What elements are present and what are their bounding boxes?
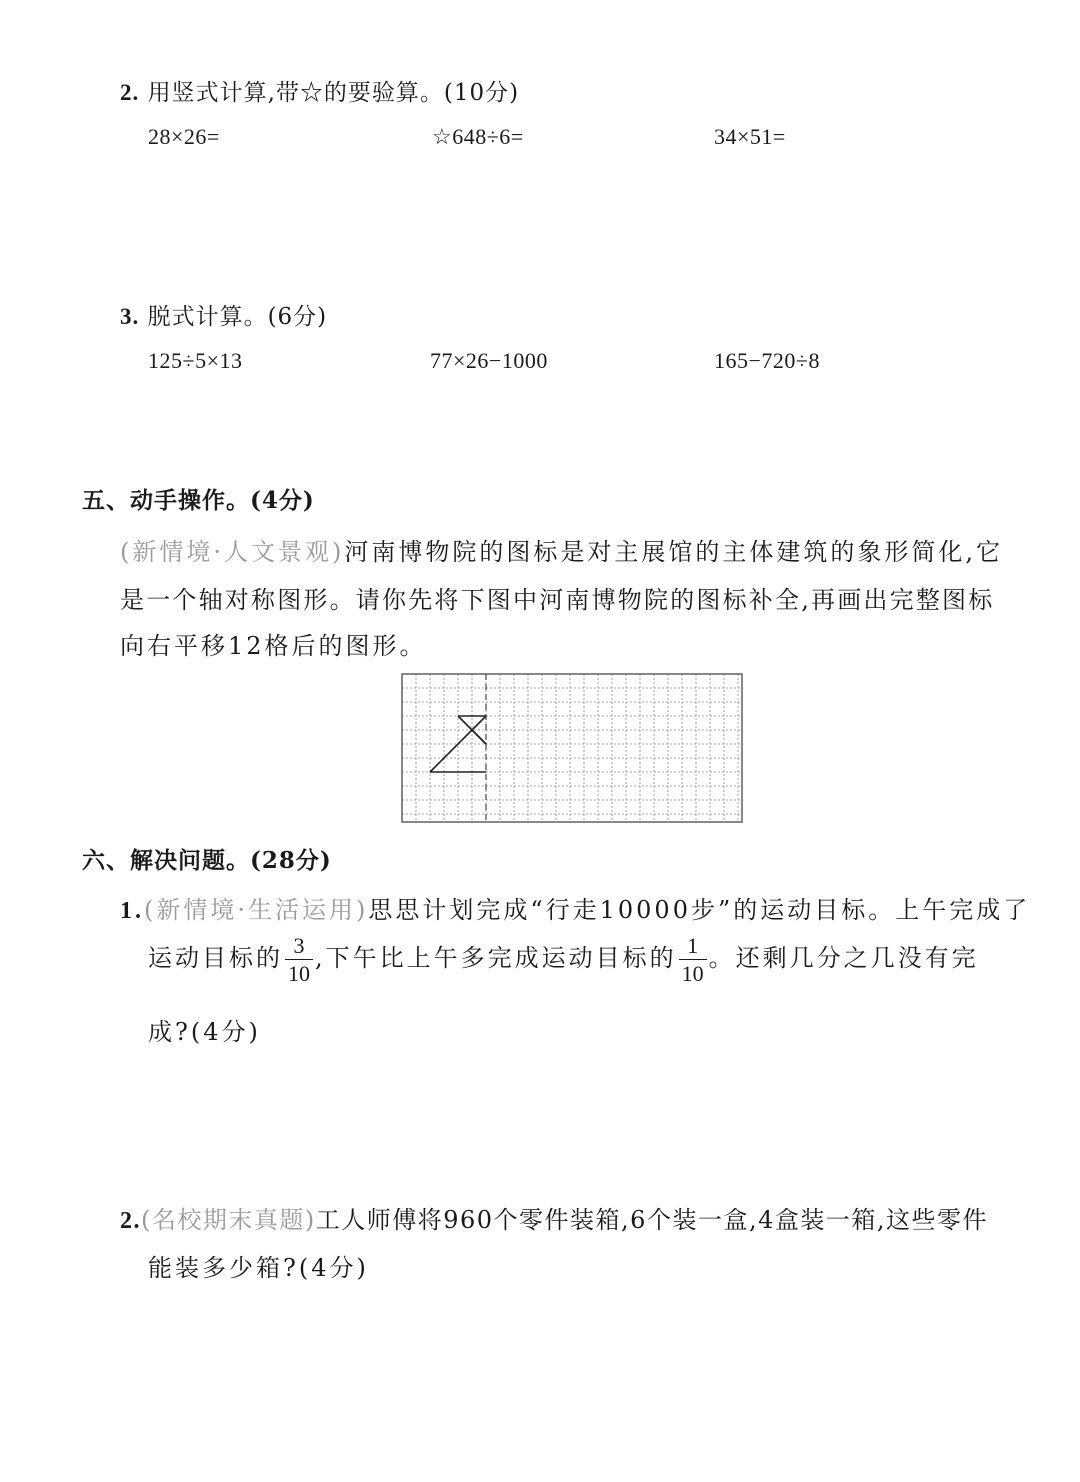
question-3-title: [120, 298, 327, 331]
question-text: 用竖式计算,带☆的要验算。(10分): [147, 80, 520, 106]
fraction-numerator: 1: [687, 933, 699, 958]
grid-svg: [400, 672, 744, 824]
section-5-line-2: 是一个轴对称图形。请你先将下图中河南博物院的图标补全,再画出完整图标: [120, 586, 995, 614]
question-text: 脱式计算。(6分): [147, 304, 328, 330]
fraction-3-10: [285, 934, 313, 985]
fraction-numerator: 3: [293, 933, 305, 958]
q3-expression-3: 165−720÷8: [714, 348, 820, 373]
context-tag: (名校期末真题): [141, 1206, 316, 1234]
problem-1-line-1: [120, 890, 1030, 925]
question-2-title: [120, 74, 519, 107]
section-5-line-3: 向右平移12格后的图形。: [120, 632, 427, 660]
fraction-denominator: 10: [681, 961, 704, 987]
q2-expression-1: 28×26=: [148, 124, 220, 149]
fraction-bar: [679, 959, 707, 960]
q3-expression-1: 125÷5×13: [148, 348, 243, 373]
body-text: 。还剩几分之几没有完: [708, 944, 979, 973]
context-tag: (新情境·生活运用): [144, 896, 369, 924]
problem-2-line-1: [120, 1200, 988, 1235]
body-text: 运动目标的: [148, 944, 283, 973]
q2-expression-3: 34×51=: [714, 124, 786, 149]
problem-1-line-3: 成?(4分): [148, 1018, 261, 1046]
body-text: ,下午比上午多完成运动目标的: [315, 944, 677, 973]
problem-number: 1.: [120, 898, 144, 924]
q2-expression-2: ☆648÷6=: [432, 124, 524, 149]
fraction-denominator: 10: [288, 961, 310, 987]
section-5-line-1: [120, 532, 1003, 567]
context-tag: (新情境·人文景观): [120, 538, 345, 566]
body-text: 河南博物院的图标是对主展馆的主体建筑的象形简化,它: [344, 538, 1003, 566]
problem-number: 2.: [120, 1208, 141, 1234]
question-number: 2.: [120, 80, 140, 105]
problem-2-line-2: 能装多少箱?(4分): [148, 1254, 369, 1282]
fraction-bar: [285, 959, 313, 960]
grid-figure: [400, 672, 744, 824]
body-text: 思思计划完成“行走10000步”的运动目标。上午完成了: [368, 896, 1031, 924]
section-6-title: 六、解决问题。(28分): [82, 847, 332, 874]
question-number: 3.: [120, 304, 140, 329]
q3-expression-2: 77×26−1000: [430, 348, 548, 373]
icon-cross-line-2: [472, 730, 486, 744]
body-text: 工人师傅将960个零件装箱,6个装一盒,4盒装一箱,这些零件: [315, 1206, 988, 1234]
section-5-title: 五、动手操作。(4分): [82, 487, 315, 514]
fraction-1-10: [679, 934, 707, 985]
problem-1-line-2: [148, 934, 979, 985]
